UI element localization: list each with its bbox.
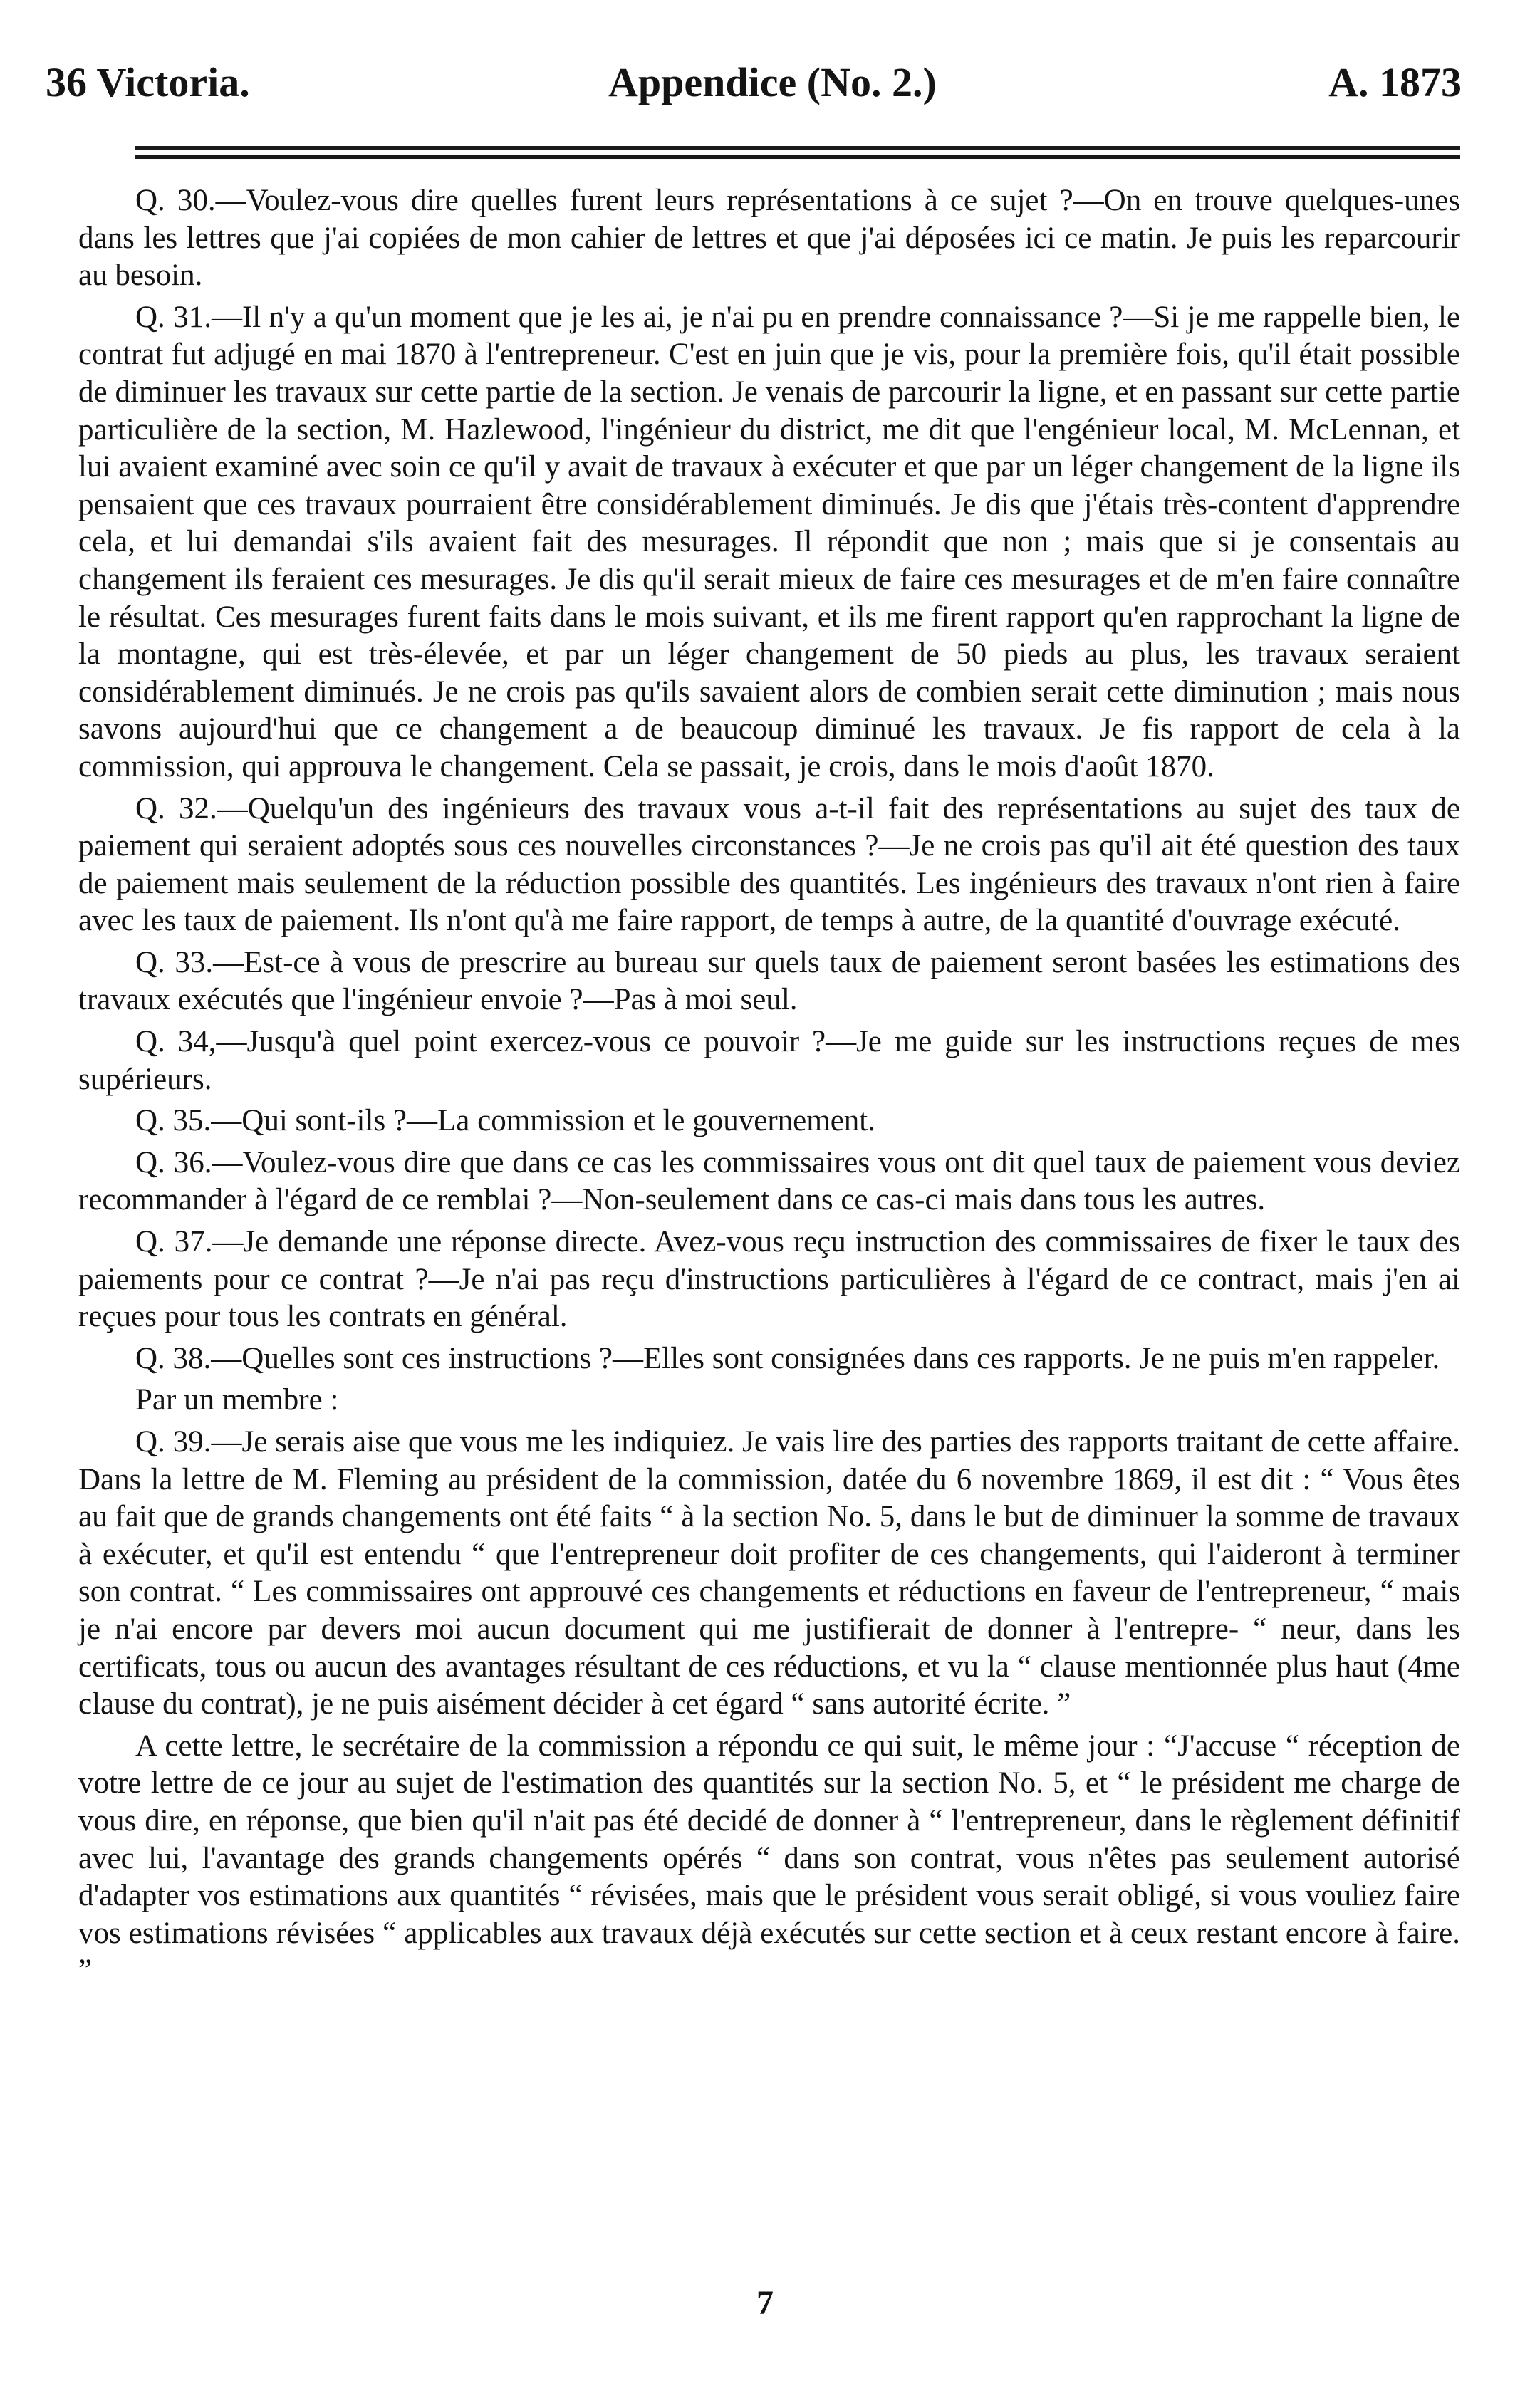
header-rule-bottom [135,155,1460,159]
paragraph-reply-letter: A cette lettre, le secrétaire de la commission a répondu ce qui suit, le même jour : “J'accuse “ réception de votre lettre de ce jour au sujet de l'estimation des quantités sur la section No. 5, et “ le président me charge de vous dire, en réponse, que bien qu'il n'ait pas été decidé de donner à “ l'entrepreneur, dans le règlement définitif avec lui, l'avantage des grands changements opérés “ dans son contrat, vous n'êtes pas seulement autorisé d'adapter vos estimations aux quantités “ révisées, mais que le président vous serait obligé, si vous vouliez faire vos estimations révisées “ applicables aux travaux déjà exécutés sur cette section et à ceux restant encore à faire. ” [78,1729,1460,1988]
paragraph-q32: Q. 32.—Quelqu'un des ingénieurs des travaux vous a-t-il fait des représentations au sujet des taux de paiement qui seraient adoptés sous ces nouvelles circonstances ?—Je ne crois pas qu'il ait été question des taux de paiement mais seulement de la réduction possible des quantités. Les ingénieurs des travaux n'ont rien à faire avec les taux de paiement. Ils n'ont qu'à me faire rapport, de temps à autre, de la quantité d'ouvrage exécuté. [78,791,1460,938]
document-body [78,182,1460,1994]
paragraph-q35: Q. 35.—Qui sont-ils ?—La commission et le gouvernement. [135,1104,875,1138]
header-rule-top [135,146,1460,150]
header-year: A. 1873 [1328,59,1462,105]
paragraph-q31: Q. 31.—Il n'y a qu'un moment que je les ai, je n'ai pu en prendre connaissance ?—Si je me rappelle bien, le contrat fut adjugé en mai 1870 à l'entrepreneur. C'est en juin que je vis, pour la première fois, qu'il était possible de diminuer les travaux sur cette partie de la section. Je venais de parcourir la ligne, et en passant sur cette partie particulière de la section, M. Hazlewood, l'ingénieur du district, me dit que l'engénieur local, M. McLennan, et lui avaient examiné avec soin ce qu'il y avait de travaux à exécuter et que par un léger changement de la ligne ils pensaient que ces travaux pourraient être considérablement diminués. Je dis que j'étais très-content d'apprendre cela, et lui demandai s'ils avaient fait des mesurages. Il répondit que non ; mais que si je consentais au changement ils feraient ces mesurages. Je dis qu'il serait mieux de faire ces mesurages et de m'en faire connaître le résultat. Ces mesurages furent faits dans le mois suivant, et ils me firent rapport qu'en rapprochant la ligne de la montagne, qui est très-élevée, et par un léger changement de 50 pieds au plus, les travaux seraient considérablement diminués. Je ne crois pas qu'ils savaient alors de combien serait cette diminution ; mais nous savons aujourd'hui que ce changement a de beaucoup diminué les travaux. Je fis rapport de cela à la commission, qui approuva le changement. Cela se passait, je crois, dans le mois d'août 1870. [78,300,1460,783]
paragraph-par-un-membre: Par un membre : [135,1383,339,1417]
paragraph-q33: Q. 33.—Est-ce à vous de prescrire au bureau sur quels taux de paiement seront basées les estimations des travaux exécutés que l'ingénieur envoie ?—Pas à moi seul. [78,945,1460,1017]
page-header [46,58,1462,123]
paragraph-q38: Q. 38.—Quelles sont ces instructions ?—Elles sont consignées dans ces rapports. Je ne puis m'en rappeler. [135,1341,1440,1375]
paragraph-q34: Q. 34,—Jusqu'à quel point exercez-vous ce pouvoir ?—Je me guide sur les instructions reçues de mes supérieurs. [78,1025,1460,1096]
paragraph-q37: Q. 37.—Je demande une réponse directe. Avez-vous reçu instruction des commissaires de fixer le taux des paiements pour ce contrat ?—Je n'ai pas reçu d'instructions particulières à l'égard de ce contract, mais j'en ai reçues pour tous les contrats en général. [78,1225,1460,1334]
paragraph-q36: Q. 36.—Voulez-vous dire que dans ce cas les commissaires vous ont dit quel taux de paiement vous deviez recommander à l'égard de ce remblai ?—Non-seulement dans ce cas-ci mais dans tous les autres. [78,1145,1460,1217]
header-appendix: Appendice (No. 2.) [608,59,937,105]
page-number: 7 [756,2284,774,2322]
header-session: 36 Victoria. [46,59,250,105]
paragraph-q39: Q. 39.—Je serais aise que vous me les indiquiez. Je vais lire des parties des rapports traitant de cette affaire. Dans la lettre de M. Fleming au président de la commission, datée du 6 novembre 1869, il est dit : “ Vous êtes au fait que de grands changements ont été faits “ à la section No. 5, dans le but de diminuer la somme de travaux à exécuter, et qu'il est entendu “ que l'entrepreneur doit profiter de ces changements, qui l'aideront à terminer son contrat. “ Les commissaires ont approuvé ces changements et réductions en faveur de l'entrepreneur, “ mais je n'ai encore par devers moi aucun document qui me justifierait de donner à l'entrepre- “ neur, dans les certificats, tous ou aucun des avantages résultant de ces réductions, et vu la “ clause mentionnée plus haut (4me clause du contrat), je ne puis aisément décider à cet égard “ sans autorité écrite. ” [78,1425,1460,1721]
paragraph-q30: Q. 30.—Voulez-vous dire quelles furent leurs représentations à ce sujet ?—On en trouve quelques-unes dans les lettres que j'ai copiées de mon cahier de lettres et que j'ai déposées ici ce matin. Je puis les reparcourir au besoin. [78,184,1460,293]
